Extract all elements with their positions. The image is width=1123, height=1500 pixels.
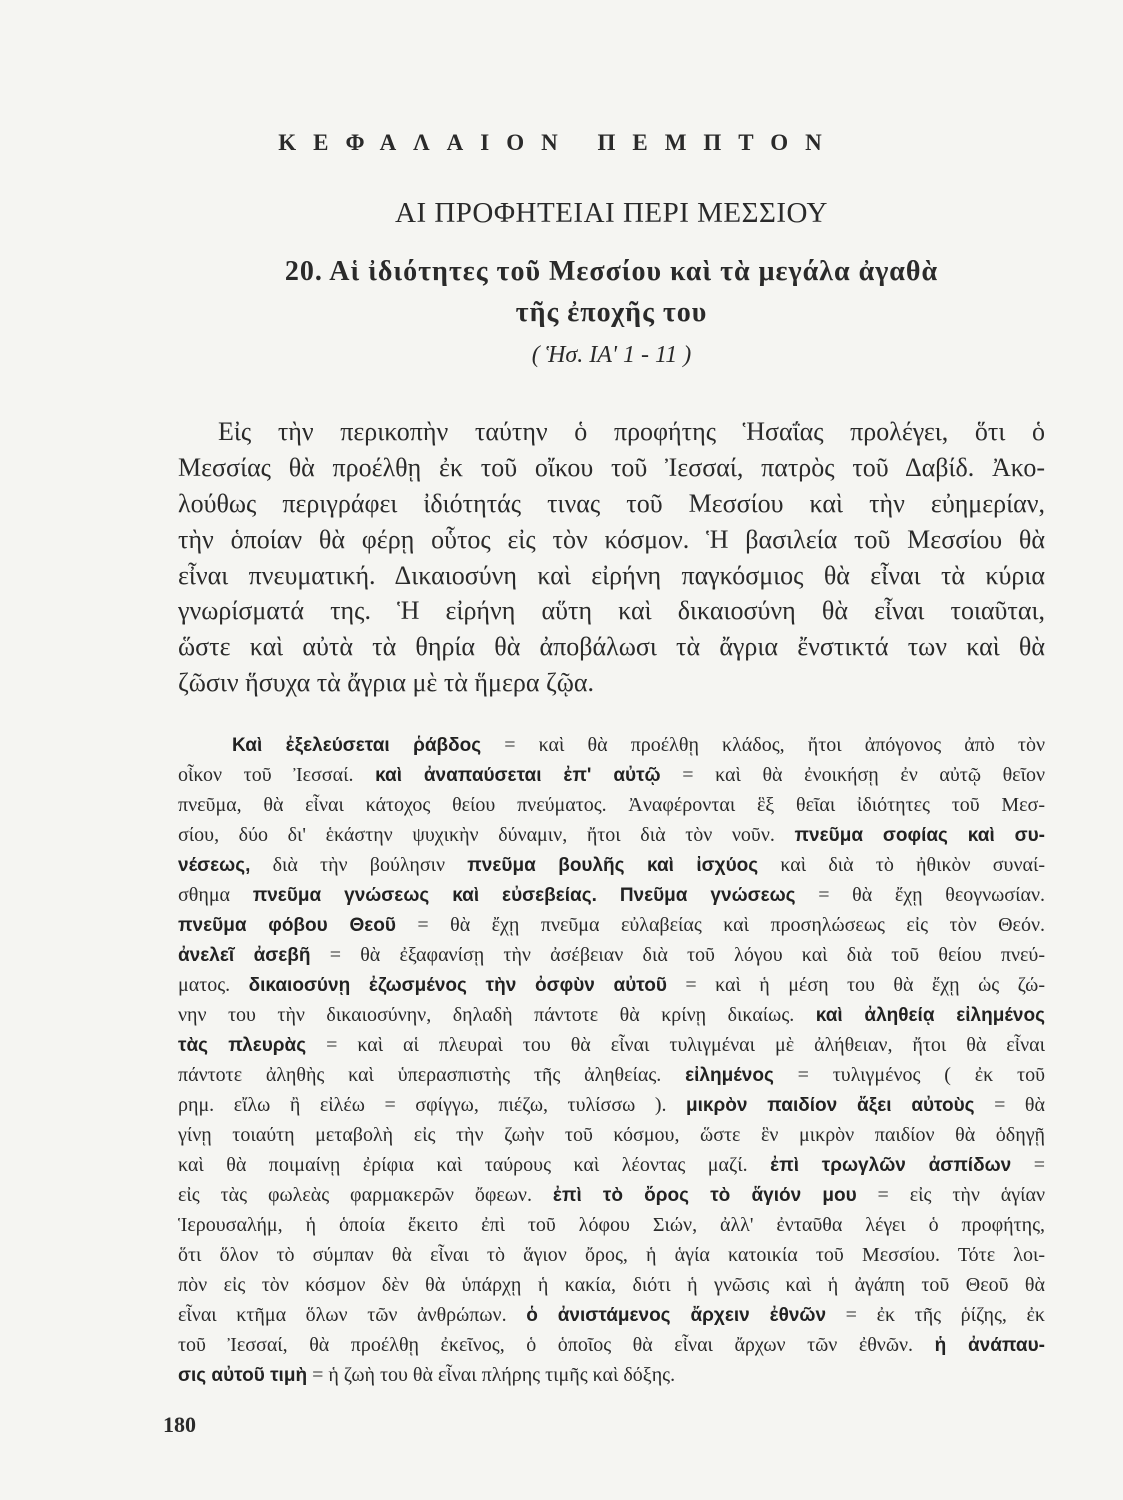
commentary-text: ματος. — [178, 974, 249, 996]
commentary-text: = καὶ ἡ μέση του θὰ ἔχῃ ὡς ζώ- — [666, 974, 1045, 996]
commentary-text: σίου, δύο δι' ἑκάστην ψυχικὴν δύναμιν, ἤτοι διὰ τὸν νοῦν. — [178, 824, 795, 846]
intro-line: λούθως περιγράφει ἰδιότητάς τινας τοῦ Μεσσίου καὶ τὴν εὐημερίαν, — [178, 488, 1045, 518]
intro-line: Εἰς τὴν περικοπὴν ταύτην ὁ προφήτης Ἡσαΐας προλέγει, ὅτι ὁ — [218, 417, 1045, 446]
commentary-text: = τυλιγμένος ( ἐκ τοῦ — [773, 1064, 1045, 1086]
commentary-text: καὶ θὰ ποιμαίνῃ ἐρίφια καὶ ταύρους καὶ λέοντας μαζί. — [178, 1154, 771, 1176]
scripture-citation: ( Ἡσ. ΙΑ' 1 - 11 ) — [531, 342, 692, 368]
commentary-line — [178, 940, 1045, 970]
commentary-term: πνεῦμα βουλῆς καὶ ἰσχύος — [467, 855, 759, 876]
commentary-term: ἐπὶ τρωγλῶν ἀσπίδων — [770, 1155, 1012, 1176]
commentary-text: = καὶ θὰ ἐνοικήσῃ ἐν αὐτῷ θεῖον — [660, 764, 1045, 786]
commentary-term: νέσεως, — [178, 855, 251, 876]
commentary-text: = θὰ ἐξαφανίσῃ τὴν ἀσέβειαν διὰ τοῦ λόγου καὶ διὰ τοῦ θείου πνεύ- — [310, 944, 1045, 966]
commentary-term: σις αὐτοῦ τιμὴ — [178, 1365, 308, 1386]
commentary-line — [178, 1060, 1045, 1090]
commentary-line — [178, 1270, 1045, 1300]
commentary-text: πὸν εἰς τὸν κόσμον δὲν θὰ ὑπάρχῃ ἡ κακία, διότι ἡ γνῶσις καὶ ἡ ἀγάπη τοῦ Θεοῦ θὰ — [178, 1274, 1045, 1296]
commentary-line — [178, 1300, 1045, 1330]
commentary-line — [178, 880, 1045, 910]
commentary-text: πνεῦμα, θὰ εἶναι κάτοχος θείου πνεύματος. Ἀναφέρονται ἓξ θεῖαι ἰδιότητες τοῦ Μεσ- — [178, 794, 1045, 816]
commentary-text: = θὰ — [974, 1094, 1045, 1116]
commentary-text: = ἡ ζωὴ του θὰ εἶναι πλήρης τιμῆς καὶ δόξης. — [307, 1364, 676, 1386]
commentary-line — [178, 850, 1045, 880]
commentary-line — [178, 730, 1045, 760]
commentary-term: πνεῦμα γνώσεως καὶ εὐσεβείας. Πνεῦμα γνώσεως — [252, 885, 796, 906]
commentary-line — [178, 1090, 1045, 1120]
commentary-text: Ἱερουσαλήμ, ἡ ὁποία ἔκειτο ἐπὶ τοῦ λόφου Σιών, ἀλλ' ἐνταῦθα λέγει ὁ προφήτης, — [178, 1214, 1045, 1236]
commentary-term: ἐπὶ τὸ ὄρος τὸ ἅγιόν μου — [552, 1185, 857, 1206]
commentary-text: = — [1011, 1154, 1045, 1176]
commentary-line — [178, 910, 1045, 940]
chapter-subtitle: ΑΙ ΠΡΟΦΗΤΕΙΑΙ ΠΕΡΙ ΜΕΣΣΙΟΥ — [395, 197, 828, 229]
commentary-term: τὰς πλευρὰς — [178, 1035, 307, 1056]
commentary-term: ὁ ἀνιστάμενος ἄρχειν ἐθνῶν — [526, 1305, 827, 1326]
commentary-term: μικρὸν παιδίον ἄξει αὐτοὺς — [686, 1095, 975, 1116]
commentary-text: = εἰς τὴν ἁγίαν — [856, 1184, 1045, 1206]
commentary-text: εἶναι κτῆμα ὅλων τῶν ἀνθρώπων. — [178, 1304, 527, 1326]
commentary-term: πνεῦμα σοφίας καὶ συ- — [794, 825, 1045, 846]
chapter-title: ΚΕΦΑΛΑΙΟΝ ΠΕΜΠΤΟΝ — [278, 130, 839, 155]
commentary-term: καὶ ἀληθείᾳ εἰλημένος — [815, 1005, 1045, 1026]
commentary-text: σθημα — [178, 884, 253, 906]
commentary-text: ὅτι ὅλον τὸ σύμπαν θὰ εἶναι τὸ ἅγιον ὄρος, ἡ ἁγία κατοικία τοῦ Μεσσίου. Τότε λοι- — [178, 1244, 1045, 1266]
commentary-paragraph — [178, 730, 1045, 1390]
commentary-line — [178, 1030, 1045, 1060]
commentary-text: ρημ. εἴλω ἢ εἰλέω = σφίγγω, πιέζω, τυλίσσω ). — [178, 1094, 687, 1116]
commentary-text: εἰς τὰς φωλεὰς φαρμακερῶν ὄφεων. — [178, 1184, 553, 1206]
commentary-line — [178, 1180, 1045, 1210]
intro-line: τὴν ὁποίαν θὰ φέρῃ οὗτος εἰς τὸν κόσμον. Ἡ βασιλεία τοῦ Μεσσίου θὰ — [178, 524, 1045, 554]
commentary-text: πάντοτε ἀληθὴς καὶ ὑπερασπιστὴς τῆς ἀληθείας. — [178, 1064, 686, 1086]
commentary-line — [178, 970, 1045, 1000]
commentary-term: καὶ ἀναπαύσεται ἐπ' αὐτῷ — [375, 765, 661, 786]
commentary-term: πνεῦμα φόβου Θεοῦ — [178, 915, 396, 936]
intro-paragraph — [178, 414, 1045, 701]
commentary-line — [178, 1360, 1045, 1390]
commentary-text: = θὰ ἔχῃ θεογνωσίαν. — [795, 884, 1045, 906]
intro-line: Μεσσίας θὰ προέλθῃ ἐκ τοῦ οἴκου τοῦ Ἰεσσαί, πατρὸς τοῦ Δαβίδ. Ἀκο- — [178, 452, 1045, 482]
commentary-text: διὰ τὴν βούλησιν — [250, 854, 468, 876]
commentary-term: ἡ ἀνάπαυ- — [934, 1335, 1045, 1356]
section-heading-continued: τῆς ἐποχῆς του — [515, 297, 708, 328]
commentary-text: οἶκον τοῦ Ἰεσσαί. — [178, 764, 376, 786]
commentary-text: = καὶ θὰ προέλθῃ κλάδος, ἤτοι ἀπόγονος ἀπὸ τὸν — [481, 734, 1045, 756]
commentary-line — [178, 1000, 1045, 1030]
commentary-line — [178, 1240, 1045, 1270]
commentary-line — [178, 1150, 1045, 1180]
intro-line: ὥστε καὶ αὐτὰ τὰ θηρία θὰ ἀποβάλωσι τὰ ἄγρια ἔνστικτά των καὶ θὰ — [178, 632, 1045, 662]
commentary-line — [178, 760, 1045, 790]
commentary-term: Καὶ ἐξελεύσεται ῥάβδος — [232, 735, 482, 756]
commentary-text: = ἐκ τῆς ῥίζης, ἐκ — [826, 1304, 1045, 1326]
commentary-text: = θὰ ἔχῃ πνεῦμα εὐλαβείας καὶ προσηλώσεως εἰς τὸν Θεόν. — [395, 914, 1045, 936]
page-number: 180 — [163, 1412, 196, 1437]
commentary-text: νην του τὴν δικαιοσύνην, δηλαδὴ πάντοτε θὰ κρίνῃ δικαίως. — [178, 1004, 816, 1026]
commentary-term: δικαιοσύνῃ ἐζωσμένος τὴν ὀσφὺν αὐτοῦ — [248, 975, 667, 996]
commentary-text: γίνῃ τοιαύτη μεταβολὴ εἰς τὴν ζωὴν τοῦ κόσμου, ὥστε ἓν μικρὸν παιδίον θὰ ὁδηγῇ — [178, 1124, 1045, 1146]
commentary-line — [178, 1330, 1045, 1360]
commentary-line — [178, 820, 1045, 850]
section-heading: 20. Αἱ ἰδιότητες τοῦ Μεσσίου καὶ τὰ μεγάλα ἀγαθὰ — [284, 256, 939, 287]
commentary-line — [178, 1210, 1045, 1240]
commentary-line — [178, 1120, 1045, 1150]
commentary-text: = καὶ αἱ πλευραὶ του θὰ εἶναι τυλιγμέναι μὲ ἀλήθειαν, ἤτοι θὰ εἶναι — [306, 1034, 1045, 1056]
intro-line: ζῶσιν ἥσυχα τὰ ἄγρια μὲ τὰ ἥμερα ζῷα. — [178, 668, 594, 698]
intro-line: γνωρίσματά της. Ἡ εἰρήνη αὕτη καὶ δικαιοσύνη θὰ εἶναι τοιαῦται, — [178, 596, 1045, 626]
commentary-term: ἀνελεῖ ἀσεβῆ — [178, 945, 311, 966]
commentary-line — [178, 790, 1045, 820]
intro-line: εἶναι πνευματική. Δικαιοσύνη καὶ εἰρήνη παγκόσμιος θὰ εἶναι τὰ κύρια — [178, 560, 1045, 590]
commentary-text: τοῦ Ἰεσσαί, θὰ προέλθῃ ἐκεῖνος, ὁ ὁποῖος θὰ εἶναι ἄρχων τῶν ἐθνῶν. — [178, 1334, 935, 1356]
commentary-term: εἰλημένος — [685, 1065, 774, 1086]
commentary-text: καὶ διὰ τὸ ἠθικὸν συναί- — [758, 854, 1045, 876]
